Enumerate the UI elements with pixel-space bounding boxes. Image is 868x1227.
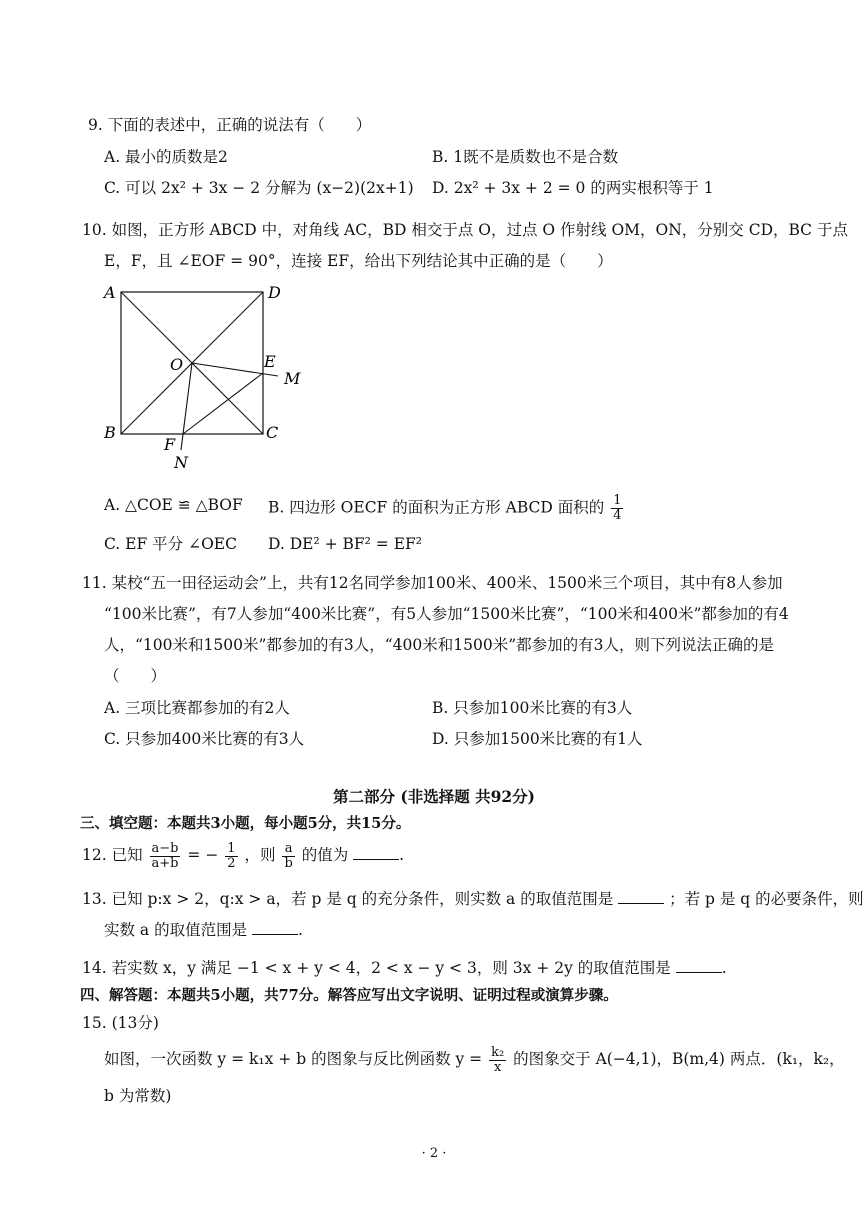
- q10-option-b: [268, 494, 625, 523]
- page-number: · 2 ·: [421, 1146, 447, 1161]
- q15-line1-b: 的图象交于 A(−4,1)，B(m,4) 两点．(k₁，k₂，: [513, 1050, 845, 1068]
- fraction-numerator: a: [282, 842, 294, 857]
- q12-pre: 12. 已知: [82, 846, 143, 864]
- q10-option-a: A. △COE ≌ △BOF: [104, 496, 243, 514]
- q13-line1: [82, 888, 864, 910]
- answer-blank[interactable]: [353, 845, 399, 860]
- answer-blank[interactable]: [676, 958, 722, 973]
- answer-blank[interactable]: [618, 889, 664, 904]
- label-d: D: [268, 283, 281, 302]
- fraction-denominator: a+b: [151, 855, 179, 871]
- section4-heading: 四、解答题：本题共5小题，共77分。解答应写出文字说明、证明过程或演算步骤。: [80, 987, 618, 1004]
- q10-option-c: C. EF 平分 ∠OEC: [104, 535, 237, 553]
- q10-option-d: D. DE² + BF² = EF²: [268, 535, 423, 553]
- fraction-denominator: b: [284, 855, 293, 871]
- q12-fraction-3: [282, 842, 294, 871]
- q10-option-b-text: B. 四边形 OECF 的面积为正方形 ABCD 面积的: [268, 498, 605, 517]
- label-n: N: [174, 453, 188, 472]
- fraction-denominator: 4: [613, 508, 622, 523]
- label-b: B: [104, 423, 116, 442]
- segment-ef: [183, 373, 263, 434]
- fraction-denominator: x: [493, 1059, 502, 1075]
- q10-square-figure: [96, 280, 316, 475]
- q12: [82, 840, 404, 871]
- label-c: C: [266, 423, 279, 442]
- q12-fraction-1: [150, 842, 181, 871]
- q13-line2: [104, 919, 303, 941]
- q11-line2: “100米比赛”，有7人参加“400米比赛”，有5人参加“1500米比赛”，“100米和400米”都参加的有4: [104, 605, 789, 623]
- q11-line1: 11. 某校“五一田径运动会”上，共有12名同学参加100米、400米、1500米三个项目，其中有8人参加: [82, 574, 783, 592]
- q15-line1-a: 如图，一次函数 y = k₁x + b 的图象与反比例函数 y =: [104, 1050, 483, 1068]
- q9-stem: 9. 下面的表述中，正确的说法有（ ）: [88, 116, 372, 134]
- q15-head: 15. (13分): [82, 1014, 159, 1032]
- q15-line1: [104, 1042, 845, 1076]
- q12-end: .: [399, 846, 405, 864]
- q12-equals: = −: [187, 846, 219, 864]
- section3-heading: 三、填空题：本题共3小题，每小题5分，共15分。: [80, 815, 411, 832]
- q12-post: 的值为: [301, 846, 349, 864]
- label-e: E: [264, 352, 276, 371]
- q14-end: .: [721, 959, 727, 977]
- q15-fraction: [489, 1046, 506, 1075]
- q13-line1-b: ；若 p 是 q 的必要条件，则: [669, 890, 864, 908]
- q11-option-c: C. 只参加400米比赛的有3人: [104, 730, 305, 748]
- label-f: F: [164, 435, 176, 454]
- label-m: M: [284, 369, 301, 388]
- q11-line3: 人，“100米和1500米”都参加的有3人，“400米和1500米”都参加的有3人，则下列说法正确的是: [104, 636, 774, 654]
- ray-on: [181, 363, 192, 450]
- fraction-numerator: a−b: [151, 840, 179, 856]
- q9-option-d: D. 2x² + 3x + 2 = 0 的两实根积等于 1: [432, 179, 714, 197]
- q15-line2: b 为常数): [104, 1087, 172, 1105]
- q13-line1-a: 13. 已知 p:x > 2，q:x > a，若 p 是 q 的充分条件，则实数 a 的取值范围是: [82, 890, 614, 908]
- part2-title: 第二部分 (非选择题 共92分): [332, 787, 536, 806]
- q12-fraction-2: [225, 842, 237, 871]
- q11-line4: （ ）: [104, 667, 167, 685]
- q14-text: 14. 若实数 x，y 满足 −1 < x + y < 4，2 < x − y < 3，则 3x + 2y 的取值范围是: [82, 959, 671, 977]
- q10-option-b-fraction: [611, 494, 623, 523]
- fraction-numerator: k₂: [491, 1044, 505, 1060]
- q11-option-b: B. 只参加100米比赛的有3人: [432, 699, 633, 717]
- fraction-denominator: 2: [227, 855, 236, 871]
- q9-option-a: A. 最小的质数是2: [104, 148, 228, 166]
- q11-option-d: D. 只参加1500米比赛的有1人: [432, 730, 643, 748]
- q10-stem-line2: E，F，且 ∠EOF = 90°，连接 EF，给出下列结论其中正确的是（ ）: [104, 252, 613, 270]
- q10-stem-line1: 10. 如图，正方形 ABCD 中，对角线 AC，BD 相交于点 O，过点 O 作射线 OM，ON，分别交 CD，BC 于点: [82, 221, 848, 239]
- q13-end: .: [298, 921, 303, 939]
- q12-mid: ，则: [244, 846, 276, 864]
- fraction-numerator: 1: [613, 493, 622, 508]
- answer-blank[interactable]: [252, 920, 298, 935]
- q9-option-c: C. 可以 2x² + 3x − 2 分解为 (x−2)(2x+1): [104, 179, 414, 197]
- label-a: A: [104, 283, 116, 302]
- q14: [82, 957, 727, 979]
- q11-option-a: A. 三项比赛都参加的有2人: [104, 699, 290, 717]
- q13-line2-a: 实数 a 的取值范围是: [104, 921, 248, 939]
- fraction-numerator: 1: [227, 840, 236, 856]
- q9-option-b: B. 1既不是质数也不是合数: [432, 148, 619, 166]
- label-o: O: [170, 355, 184, 374]
